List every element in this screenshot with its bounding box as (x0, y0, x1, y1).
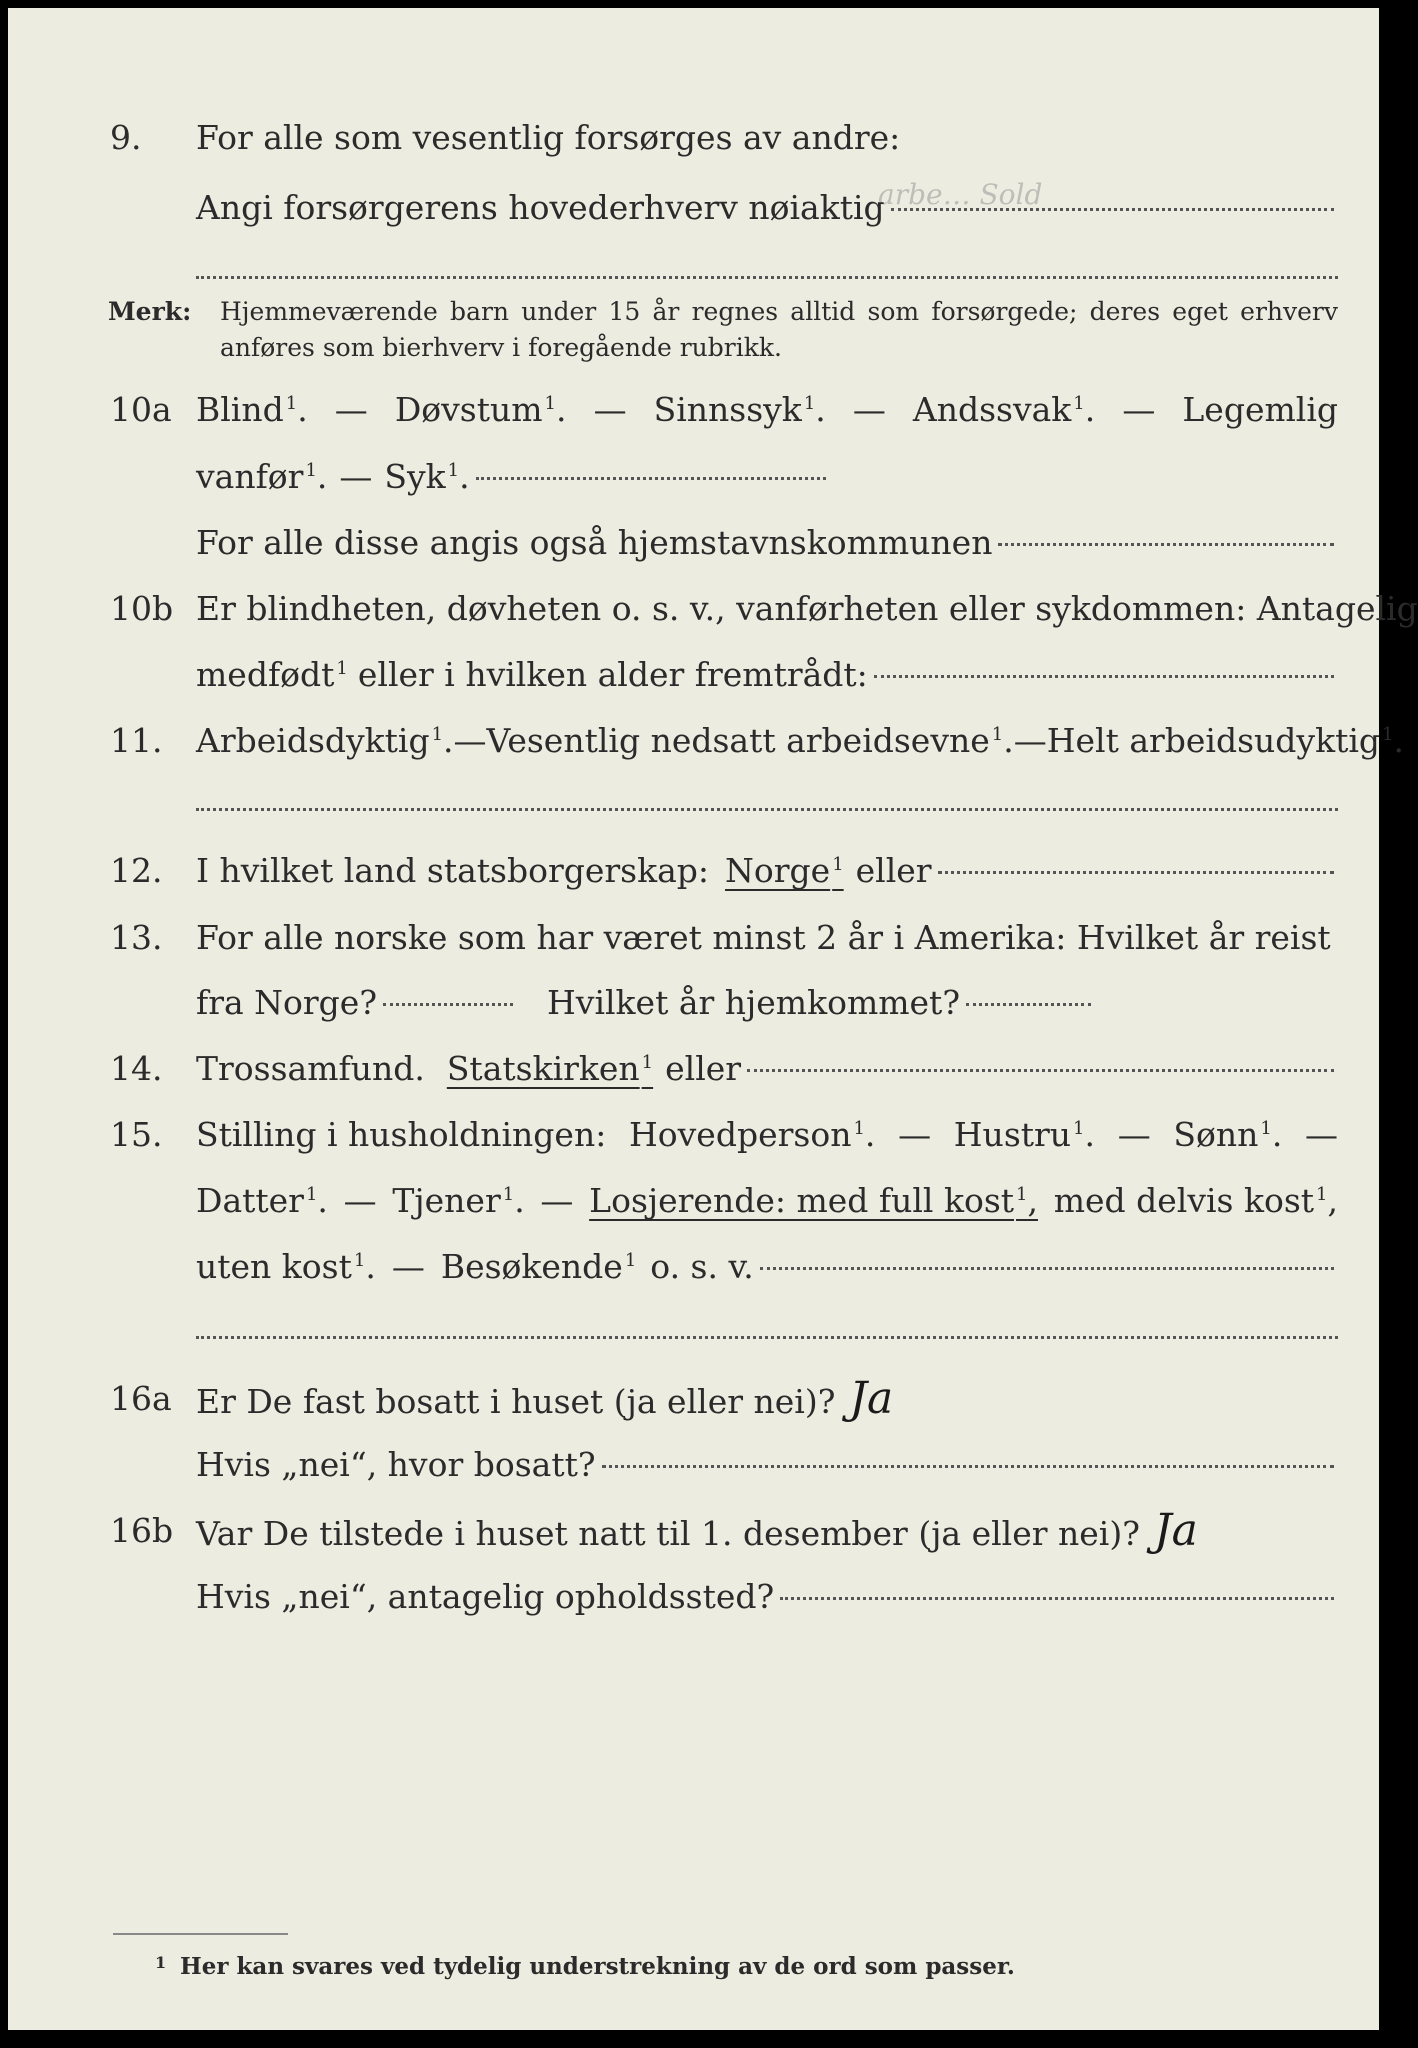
option-arbeidsudyktig[interactable]: Helt arbeidsudyktig $^1$. (1046, 721, 1404, 760)
question-number: 16b (110, 1511, 174, 1550)
question-text: eller (665, 1049, 742, 1088)
question-14 (8, 1044, 1379, 1094)
option-sinnssyk[interactable]: Sinnssyk $^1$. (653, 390, 826, 429)
answer-field[interactable] (602, 1465, 1334, 1468)
question-10a-line-2: vanfør $^1$. — Syk $^1$. (8, 452, 1379, 502)
question-text: For alle norske som har været minst 2 år i Amerika: Hvilket år reist (196, 918, 1331, 957)
handwritten-answer[interactable]: Ja (849, 1373, 894, 1424)
question-12 (8, 846, 1379, 896)
answer-field-reist[interactable] (383, 1003, 513, 1006)
answer-field[interactable] (196, 276, 1338, 279)
option-hustru[interactable]: Hustru $^1$. (953, 1115, 1095, 1154)
option-norge[interactable]: Norge $^1$ (725, 851, 844, 890)
option-besokende[interactable]: Besøkende $^1$ (440, 1247, 637, 1286)
option-medfodt[interactable]: medfødt $^1$ (196, 655, 348, 694)
answer-field[interactable] (998, 543, 1334, 546)
option-syk[interactable]: Syk $^1$. (384, 457, 470, 496)
question-15-line-3: uten kost $^1$. — Besøkende $^1$ o. s. v. (8, 1242, 1379, 1292)
question-text: eller i hvilken alder fremtrådt: (357, 655, 868, 694)
answer-field-hjemkommet[interactable] (966, 1003, 1091, 1006)
option-nedsatt[interactable]: Vesentlig nedsatt arbeidsevne $^1$. (486, 721, 1014, 760)
option-vanfor[interactable]: vanfør $^1$. (196, 457, 328, 496)
question-15-line-2: Datter $^1$. — Tjener $^1$. — Losjerende: med full kost $^1$, med delvis kost $^1$, (8, 1176, 1379, 1226)
handwritten-answer[interactable]: Ja (1153, 1505, 1198, 1556)
option-blind[interactable]: Blind $^1$. (196, 390, 308, 429)
question-text: I hvilket land statsborgerskap: (196, 851, 710, 890)
footnote-marker: 1 (155, 1953, 167, 1972)
answer-field[interactable] (874, 675, 1334, 678)
question-text: Hvis „nei“, hvor bosatt? (196, 1445, 596, 1484)
question-text: Stilling i husholdningen: (196, 1115, 607, 1154)
option-hovedperson[interactable]: Hovedperson $^1$. (629, 1115, 876, 1154)
option-delvis-kost[interactable]: med delvis kost $^1$, (1053, 1181, 1338, 1220)
question-number: 10b (110, 589, 174, 628)
option-sonn[interactable]: Sønn $^1$. (1173, 1115, 1283, 1154)
answer-field[interactable] (196, 808, 1338, 811)
question-text: For alle disse angis også hjemstavnskommunen (196, 523, 993, 562)
question-10b-line-2 (8, 650, 1379, 700)
question-text: Er blindheten, døvheten o. s. v., vanførheten eller sykdommen: Antagelig (196, 589, 1418, 628)
question-16a (8, 1374, 1379, 1424)
question-text: Hvis „nei“, antagelig opholdssted? (196, 1577, 775, 1616)
footnote (155, 1953, 1015, 1980)
footnote-divider (113, 1933, 288, 1935)
question-number: 9. (110, 118, 142, 157)
answer-field[interactable] (747, 1069, 1334, 1072)
question-text: Trossamfund. (196, 1049, 425, 1088)
question-number: 12. (110, 851, 163, 890)
question-text: Var De tilstede i huset natt til 1. desember (ja eller nei)? (196, 1514, 1140, 1553)
question-number: 14. (110, 1049, 163, 1088)
question-13 (8, 913, 1379, 963)
option-legemlig[interactable]: Legemlig (1182, 390, 1338, 429)
question-text: Hvilket år hjemkommet? (547, 983, 961, 1022)
note-label: Merk: (108, 297, 192, 326)
option-statskirken[interactable]: Statskirken $^1$ (446, 1049, 654, 1088)
question-9 (8, 113, 1379, 163)
question-text: For alle som vesentlig forsørges av andre: (196, 118, 901, 157)
option-datter[interactable]: Datter $^1$. (196, 1181, 328, 1220)
question-text: fra Norge? (196, 983, 378, 1022)
question-text: Angi forsørgerens hovederhverv nøiaktig (196, 188, 885, 227)
question-15: 15. Stilling i husholdningen: Hovedperson $^1$. — Hustru $^1$. — Sønn $^1$. — (8, 1110, 1379, 1160)
answer-field[interactable] (760, 1267, 1334, 1270)
answer-field[interactable] (891, 208, 1334, 211)
question-number: 11. (110, 721, 163, 760)
option-andssvak[interactable]: Andssvak $^1$. (912, 390, 1096, 429)
question-13-line-2 (8, 978, 1379, 1028)
note-text: Hjemmeværende barn under 15 år regnes alltid som forsørgede; deres eget erhverv anføres som bierhverv i foregående rubrikk. (220, 297, 1338, 362)
question-number: 13. (110, 918, 163, 957)
question-10b (8, 584, 1418, 634)
answer-field[interactable] (938, 871, 1334, 874)
census-form-page (8, 8, 1418, 2030)
question-16b (8, 1506, 1379, 1556)
question-text: eller (855, 851, 932, 890)
footnote-text: Her kan svares ved tydelig understrekning av de ord som passer. (180, 1953, 1015, 1980)
answer-field[interactable] (196, 1336, 1338, 1339)
answer-field[interactable] (780, 1597, 1334, 1600)
option-losjerende-full-kost[interactable]: Losjerende: med full kost $^1$, (589, 1181, 1038, 1220)
question-11: 11. Arbeidsdyktig $^1$. — Vesentlig nedsatt arbeidsevne $^1$. — Helt arbeidsudyktig $^1$. (8, 716, 1379, 766)
question-number: 15. (110, 1115, 163, 1154)
answer-field[interactable] (476, 477, 826, 480)
faded-handwriting: arbe… Sold (878, 178, 1043, 211)
question-10a: 10a Blind $^1$. — Døvstum $^1$. — Sinnssyk $^1$. — Andssvak $^1$. — Legemlig (8, 385, 1379, 435)
question-text: Er De fast bosatt i huset (ja eller nei)? (196, 1382, 836, 1421)
question-text: o. s. v. (650, 1247, 754, 1286)
option-arbeidsdyktig[interactable]: Arbeidsdyktig $^1$. (196, 721, 454, 760)
question-number: 16a (110, 1379, 172, 1418)
question-number: 10a (110, 390, 172, 429)
question-16a-line-2 (8, 1440, 1379, 1490)
option-tjener[interactable]: Tjener $^1$. (392, 1181, 525, 1220)
option-uten-kost[interactable]: uten kost $^1$. (196, 1247, 376, 1286)
question-10a-line-3 (8, 518, 1379, 568)
question-9-line-2 (8, 183, 1379, 233)
option-dovstum[interactable]: Døvstum $^1$. (394, 390, 567, 429)
question-16b-line-2 (8, 1572, 1379, 1622)
